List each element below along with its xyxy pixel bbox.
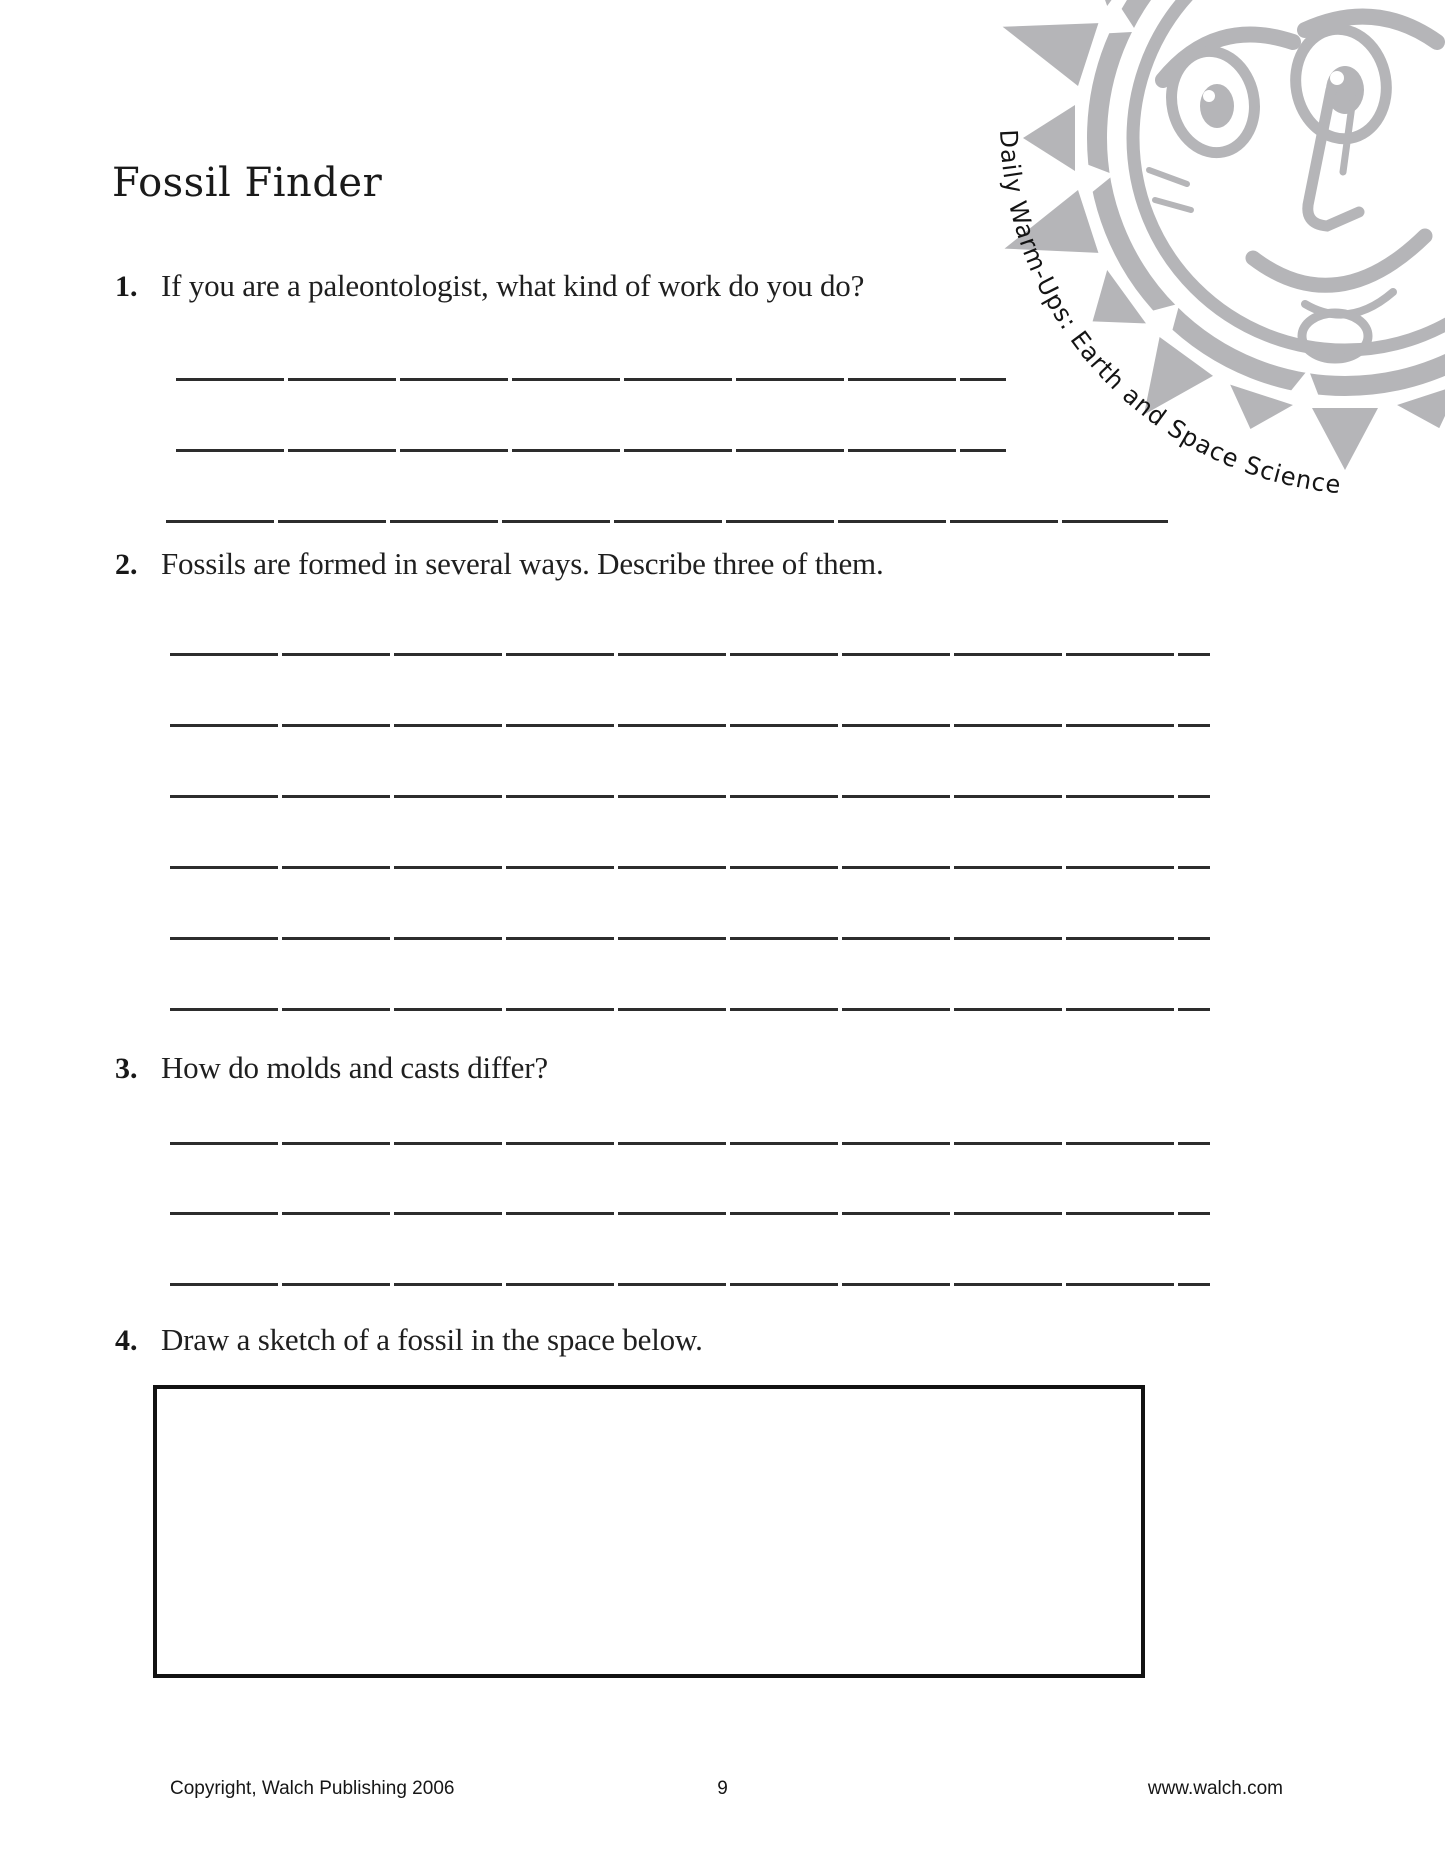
sketch-box <box>153 1385 1145 1678</box>
answer-line <box>170 866 1210 869</box>
question-4-text: Draw a sketch of a fossil in the space below. <box>161 1322 703 1357</box>
answer-line <box>170 1283 1210 1286</box>
question-2-text: Fossils are formed in several ways. Describe three of them. <box>161 546 884 581</box>
sun-ring-notches <box>1086 0 1445 397</box>
sun-rays-icon <box>992 0 1445 470</box>
answer-line <box>170 1008 1210 1011</box>
question-1-number: 1. <box>115 270 138 303</box>
watermark-curved-text: Daily Warm-Ups: Earth and Space Science <box>993 128 1344 500</box>
footer-copyright: Copyright, Walch Publishing 2006 <box>170 1778 455 1799</box>
answer-line <box>176 449 1006 452</box>
answer-line <box>170 1212 1210 1215</box>
answer-line <box>170 937 1210 940</box>
sun-face-icon <box>1133 0 1445 359</box>
question-1 <box>115 268 864 304</box>
answer-line <box>176 378 1006 381</box>
answer-line <box>166 520 1168 523</box>
page-title: Fossil Finder <box>112 160 383 206</box>
question-4-number: 4. <box>115 1324 138 1357</box>
svg-text:Daily Warm-Ups: Earth and Spac <box>994 129 1343 499</box>
question-3 <box>115 1050 548 1086</box>
question-4 <box>115 1322 703 1358</box>
footer-page-number: 9 <box>717 1778 728 1799</box>
answer-line <box>170 1142 1210 1145</box>
question-3-number: 3. <box>115 1052 138 1085</box>
answer-line <box>170 795 1210 798</box>
answer-line <box>170 724 1210 727</box>
answer-line <box>170 653 1210 656</box>
question-2-number: 2. <box>115 548 138 581</box>
question-3-text: How do molds and casts differ? <box>161 1050 548 1085</box>
question-1-text: If you are a paleontologist, what kind of work do you do? <box>161 268 865 303</box>
question-2 <box>115 546 884 582</box>
footer-website: www.walch.com <box>1147 1778 1283 1799</box>
